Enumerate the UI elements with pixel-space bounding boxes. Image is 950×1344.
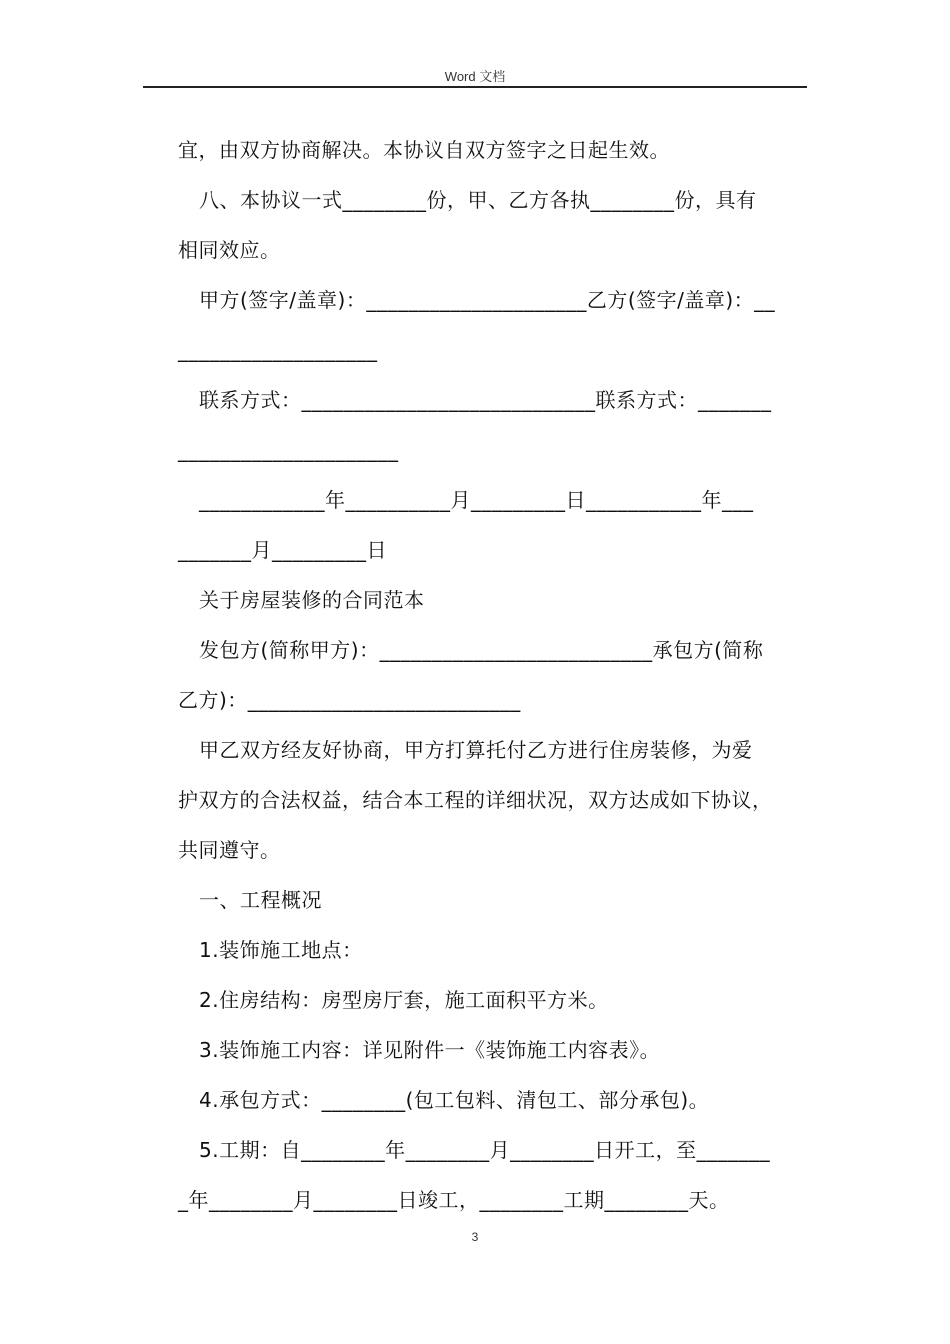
contact-line-1: 联系方式：____________________________联系方式：_______ [199,388,772,412]
clause-item-3: 3.装饰施工内容：详见附件一《装饰施工内容表》。 [199,1038,661,1062]
signature-line-1: 甲方(签字/盖章)：_____________________乙方(签字/盖章)：__ [199,288,776,312]
clause-item-5-cont: _年________月________日竣工，________工期________天。 [178,1188,730,1212]
body-line-3: 相同效应。 [178,238,281,262]
body-line-1: 宜，由双方协商解决。本协议自双方签字之日起生效。 [178,138,670,162]
signature-line-2: ___________________ [178,338,378,362]
preamble-line-2: 护双方的合法权益，结合本工程的详细状况，双方达成如下协议， [178,788,773,812]
contact-line-2: _____________________ [178,438,399,462]
party-a-line: 发包方(简称甲方)：__________________________承包方(简称 [199,638,764,662]
clause-item-5: 5.工期：自________年________月________日开工，至_______ [199,1138,771,1162]
clause-item-2: 2.住房结构：房型房厅套，施工面积平方米。 [199,988,609,1012]
page-number: 3 [471,1230,479,1244]
date-line-2: _______月_________日 [178,538,387,562]
preamble-line-1: 甲乙双方经友好协商，甲方打算托付乙方进行住房装修，为爱 [199,738,753,762]
body-line-2: 八、本协议一式________份，甲、乙方各执________份，具有 [199,188,757,212]
clause-heading: 一、工程概况 [199,888,322,912]
date-line-1: ____________年__________月_________日___________年___ [199,488,754,512]
clause-item-1: 1.装饰施工地点： [199,938,363,962]
party-b-line: 乙方)：__________________________ [178,688,521,712]
clause-item-4: 4.承包方式：________(包工包料、清包工、部分承包)。 [199,1088,710,1112]
preamble-line-3: 共同遵守。 [178,838,281,862]
document-header: Word 文档 [444,69,506,84]
header-divider [143,86,807,88]
section-title: 关于房屋装修的合同范本 [199,588,425,612]
